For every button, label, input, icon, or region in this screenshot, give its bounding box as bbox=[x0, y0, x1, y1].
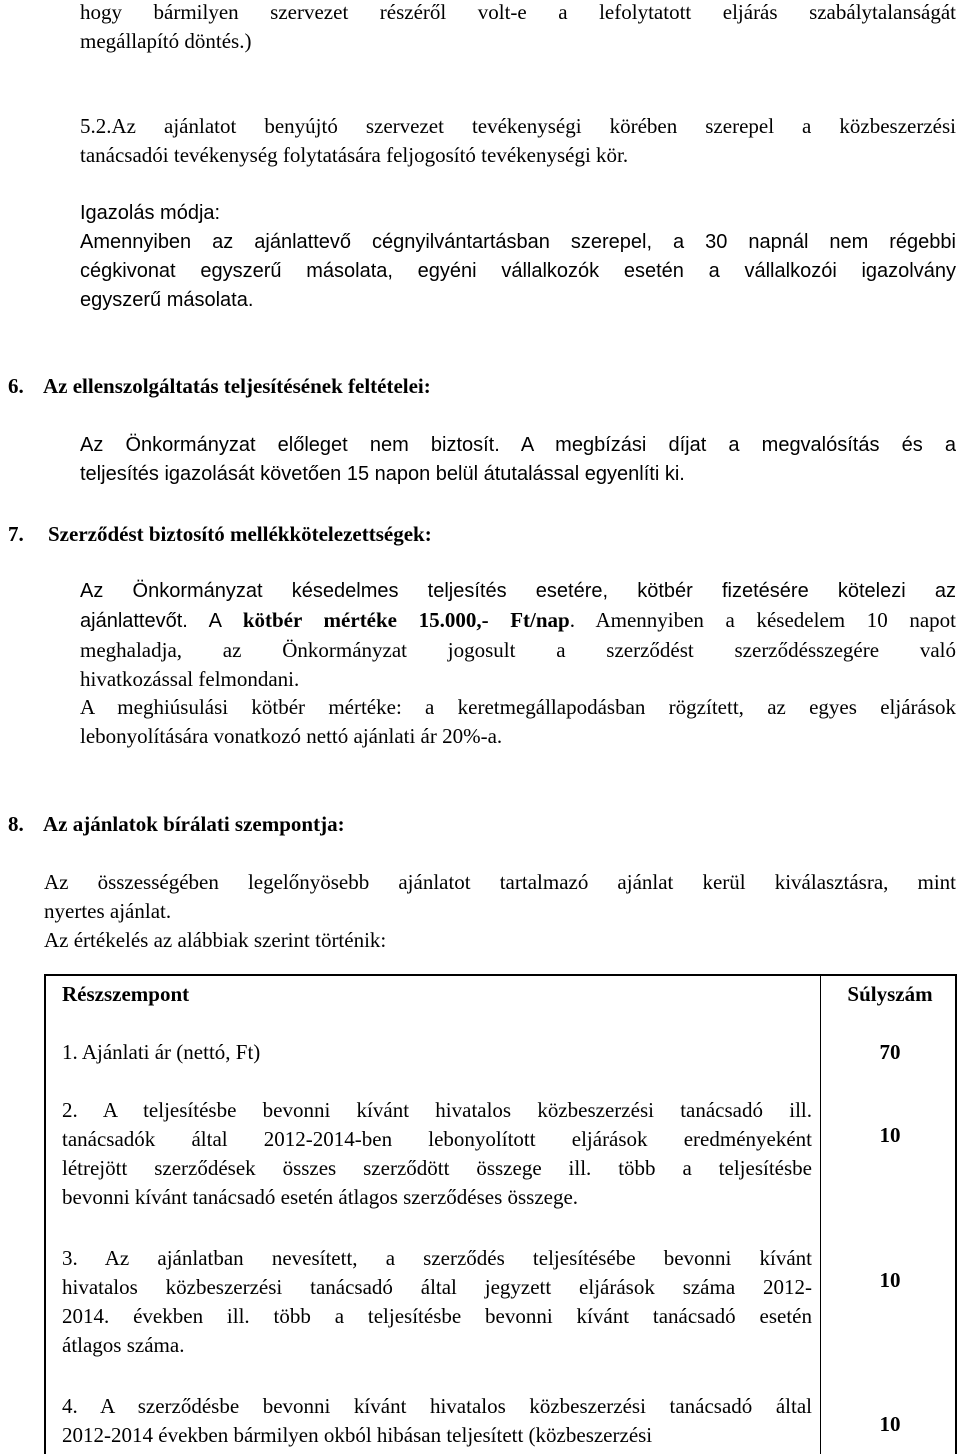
section-8-paragraph bbox=[44, 868, 956, 955]
section-8-line: Az összességében legelőnyösebb ajánlatot tartalmazó ajánlat kerül kiválasztásra, mint bbox=[44, 870, 956, 894]
criterion-line: 4. A szerződésbe bevonni kívánt hivatalos közbeszerzési tanácsadó által bbox=[62, 1394, 812, 1418]
section-6-line: Az Önkormányzat előleget nem biztosít. A megbízási díjat a megvalósítás és a bbox=[80, 434, 956, 456]
table-row-criterion bbox=[62, 1096, 812, 1212]
penalty-text-post: . Amennyiben a késedelem 10 napot bbox=[569, 608, 956, 632]
penalty-amount: kötbér mértéke 15.000,- Ft/nap bbox=[242, 608, 570, 632]
section-7-heading bbox=[8, 520, 908, 549]
criterion-line: bevonni kívánt tanácsadó esetén átlagos szerződéses összege. bbox=[62, 1185, 579, 1209]
column-divider bbox=[820, 976, 821, 1454]
section-5-2-line: tanácsadói tevékenység folytatására feljogosító tevékenységi kör. bbox=[80, 143, 629, 167]
section-number: 7. bbox=[8, 522, 24, 546]
criterion-line: 1. Ajánlati ár (nettó, Ft) bbox=[62, 1040, 261, 1064]
criterion-line: tanácsadók által 2012-2014-ben lebonyolított eljárások eredményeként bbox=[62, 1127, 812, 1151]
section-title: Az ajánlatok bírálati szempontja: bbox=[43, 812, 345, 836]
table-header-criterion: Részszempont bbox=[62, 982, 190, 1006]
table-header-weight: Súlyszám bbox=[847, 982, 933, 1006]
criterion-line: 2014. években ill. több a teljesítésbe bevonni kívánt tanácsadó esetén bbox=[62, 1304, 812, 1328]
proof-line: egyszerű másolata. bbox=[80, 289, 254, 311]
table-row-weight: 10 bbox=[879, 1123, 901, 1147]
section-7-line: Az Önkormányzat késedelmes teljesítés esetére, kötbér fizetésére kötelezi az bbox=[80, 580, 956, 602]
section-7-line: hivatkozással felmondani. bbox=[80, 667, 300, 691]
section-6-heading bbox=[8, 372, 908, 401]
section-6-paragraph bbox=[80, 431, 956, 489]
intro-paragraph bbox=[80, 0, 956, 56]
criterion-line: 3. Az ajánlatban nevesített, a szerződés teljesítésébe bevonni kívánt bbox=[62, 1246, 812, 1270]
table-row-weight: 10 bbox=[879, 1412, 901, 1436]
proof-line: cégkivonat egyszerű másolata, egyéni vállalkozók esetén a vállalkozói igazolvány bbox=[80, 260, 956, 282]
proof-heading: Igazolás módja: bbox=[80, 202, 221, 224]
section-6-line: teljesítés igazolását követően 15 napon belül átutalással egyenlíti ki. bbox=[80, 463, 685, 485]
proof-line: Amennyiben az ajánlattevő cégnyilvántartásban szerepel, a 30 napnál nem régebbi bbox=[80, 231, 956, 253]
intro-line: megállapító döntés.) bbox=[80, 29, 252, 53]
section-title: Szerződést biztosító mellékkötelezettségek: bbox=[48, 522, 432, 546]
section-7-paragraph-2 bbox=[80, 693, 956, 751]
section-number: 8. bbox=[8, 812, 24, 836]
section-7-line: meghaladja, az Önkormányzat jogosult a szerződést szerződésszegére való bbox=[80, 638, 956, 662]
section-8-line: Az értékelés az alábbiak szerint történik: bbox=[44, 928, 387, 952]
table-row-weight: 70 bbox=[879, 1040, 901, 1064]
intro-line: hogy bármilyen szervezet részéről volt-e a lefolytatott eljárás szabálytalanságát bbox=[80, 0, 956, 24]
criterion-line: 2. A teljesítésbe bevonni kívánt hivatalos közbeszerzési tanácsadó ill. bbox=[62, 1098, 812, 1122]
section-5-2-line: 5.2.Az ajánlatot benyújtó szervezet tevékenységi körében szerepel a közbeszerzési bbox=[80, 114, 956, 138]
table-row-criterion bbox=[62, 1038, 812, 1067]
criterion-line: 2012-2014 években bármilyen okból hibásan teljesített (közbeszerzési bbox=[62, 1423, 653, 1447]
section-7-line: A meghiúsulási kötbér mértéke: a keretmegállapodásban rögzített, az egyes eljárások bbox=[80, 695, 956, 719]
section-8-line: nyertes ajánlat. bbox=[44, 899, 172, 923]
section-5-2-paragraph bbox=[80, 112, 956, 170]
section-number: 6. bbox=[8, 374, 24, 398]
section-7-paragraph-1 bbox=[80, 577, 956, 694]
table-row-weight: 10 bbox=[879, 1268, 901, 1292]
penalty-text-pre: ajánlattevőt. A bbox=[80, 610, 243, 632]
table-row-criterion bbox=[62, 1244, 812, 1360]
section-title: Az ellenszolgáltatás teljesítésének feltételei: bbox=[43, 374, 431, 398]
criterion-line: hivatalos közbeszerzési tanácsadó által jegyzett eljárások száma 2012- bbox=[62, 1275, 812, 1299]
evaluation-table bbox=[44, 974, 957, 1454]
section-7-line bbox=[80, 606, 956, 636]
section-8-heading bbox=[8, 810, 908, 839]
criterion-line: átlagos száma. bbox=[62, 1333, 185, 1357]
proof-paragraph bbox=[80, 199, 956, 315]
section-7-line: lebonyolítására vonatkozó nettó ajánlati ár 20%-a. bbox=[80, 724, 503, 748]
table-row-criterion bbox=[62, 1392, 812, 1450]
criterion-line: létrejött szerződések összes szerződött összege ill. több a teljesítésbe bbox=[62, 1156, 812, 1180]
